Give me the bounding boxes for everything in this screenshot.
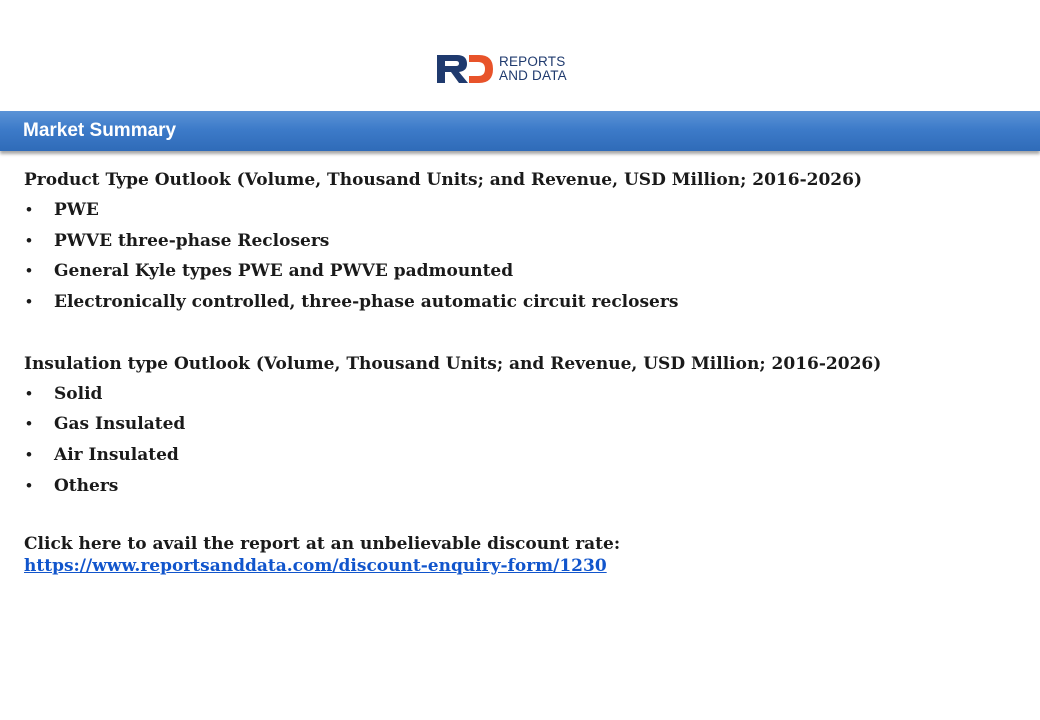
list-item-label: Others	[54, 475, 119, 496]
bullet-icon: •	[26, 445, 32, 465]
bullet-icon: •	[26, 261, 32, 281]
list-item-label: PWVE three-phase Reclosers	[54, 230, 330, 251]
list-item-label: General Kyle types PWE and PWVE padmounted	[54, 261, 514, 282]
discount-enquiry-link[interactable]: https://www.reportsanddata.com/discount-enquiry-form/1230	[24, 555, 607, 576]
rd-logo-mark-icon	[437, 52, 493, 86]
section-heading-insulation-type: Insulation type Outlook (Volume, Thousand Units; and Revenue, USD Million; 2016-2026)	[24, 353, 882, 374]
bullet-icon: •	[26, 414, 32, 434]
product-type-list	[24, 196, 1024, 319]
bullet-icon: •	[26, 383, 32, 403]
section-heading-product-type: Product Type Outlook (Volume, Thousand Units; and Revenue, USD Million; 2016-2026)	[24, 170, 862, 190]
bullet-icon: •	[26, 230, 32, 250]
list-item-label: Electronically controlled, three-phase automatic circuit reclosers	[54, 292, 679, 313]
list-item	[24, 380, 1024, 411]
discount-call-to-action: Click here to avail the report at an unbelievable discount rate:	[24, 533, 621, 554]
bullet-icon: •	[26, 200, 32, 219]
list-item	[24, 472, 1024, 503]
bullet-icon: •	[26, 292, 32, 312]
list-item-label: Solid	[54, 383, 103, 404]
list-item	[24, 257, 1024, 288]
list-item-label: Air Insulated	[54, 445, 179, 466]
list-item	[24, 196, 1024, 227]
banner-title: Market Summary	[23, 120, 177, 141]
section-banner	[0, 111, 1040, 151]
reports-and-data-logo	[437, 52, 567, 86]
logo-line-1: REPORTS	[499, 54, 566, 69]
list-item	[24, 288, 1024, 319]
list-item	[24, 441, 1024, 472]
insulation-type-list	[24, 380, 1024, 503]
logo-wordmark	[499, 55, 567, 83]
logo-line-2: AND DATA	[499, 68, 567, 83]
list-item-label: PWE	[54, 200, 99, 220]
market-summary-content	[24, 168, 1024, 576]
list-item	[24, 410, 1024, 441]
bullet-icon: •	[26, 475, 32, 495]
list-item-label: Gas Insulated	[54, 414, 186, 435]
list-item	[24, 227, 1024, 258]
